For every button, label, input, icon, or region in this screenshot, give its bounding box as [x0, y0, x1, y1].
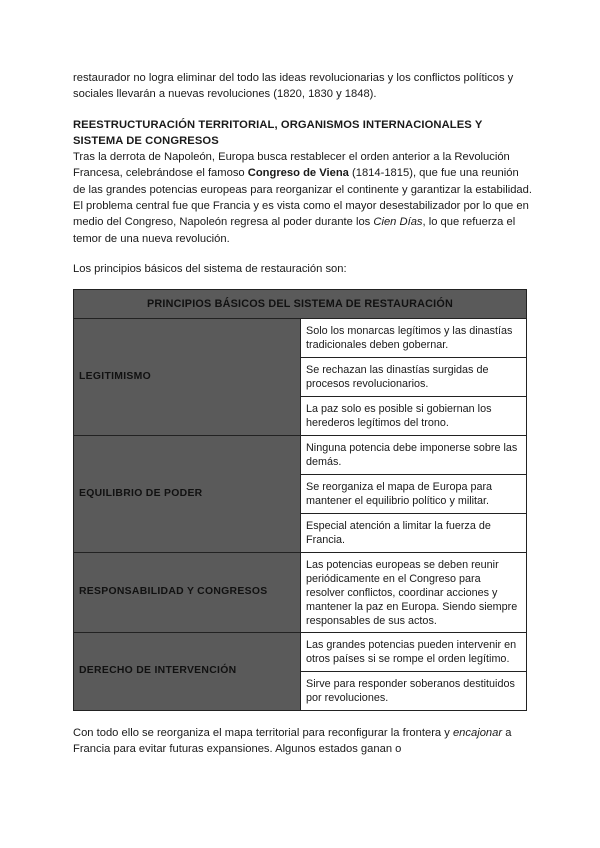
encajonar: encajonar [452, 726, 503, 739]
congress-text-c: , lo que refuerza el temor de una nueva revolución. [73, 216, 516, 245]
table-header-row [74, 289, 527, 318]
table-cell: Sirve para responder soberanos destituidos por revoluciones. [301, 671, 527, 710]
category-responsabilidad: RESPONSABILIDAD Y CONGRESOS [74, 552, 301, 632]
category-equilibrio: EQUILIBRIO DE PODER [74, 435, 301, 552]
cien-dias: Cien Días [373, 216, 423, 229]
table-row [74, 632, 527, 671]
table-header: PRINCIPIOS BÁSICOS DEL SISTEMA DE RESTAURACIÓN [74, 289, 527, 318]
closing-text-b: a Francia para evitar futuras expansiones. Algunos estados ganan o [73, 726, 512, 756]
intro-paragraph: restaurador no logra eliminar del todo las ideas revolucionarias y los conflictos políticos y sociales llevarán a nuevas revoluciones (1820, 1830 y 1848). [73, 72, 514, 101]
table-row [74, 318, 527, 357]
table-row [74, 435, 527, 474]
table-cell: Especial atención a limitar la fuerza de Francia. [301, 513, 527, 552]
congress-name: Congreso de Viena [247, 167, 349, 180]
table-row [74, 552, 527, 632]
principles-lead: Los principios básicos del sistema de restauración son: [73, 263, 347, 276]
closing-text-a: Con todo ello se reorganiza el mapa territorial para reconfigurar la frontera y [73, 726, 453, 739]
table-cell: Se rechazan las dinastías surgidas de procesos revolucionarios. [301, 357, 527, 396]
congress-paragraph [73, 149, 533, 247]
section-heading: REESTRUCTURACIÓN TERRITORIAL, ORGANISMOS INTERNACIONALES Y SISTEMA DE CONGRESOS [73, 118, 483, 147]
table-cell: Solo los monarcas legítimos y las dinastías tradicionales deben gobernar. [301, 318, 527, 357]
category-legitimismo: LEGITIMISMO [74, 318, 301, 435]
table-cell: Se reorganiza el mapa de Europa para mantener el equilibrio político y militar. [301, 474, 527, 513]
table-cell: Las potencias europeas se deben reunir periódicamente en el Congreso para resolver conflictos, coordinar acciones y mantener la paz en Europa. Siendo siempre responsables de sus actos. [301, 552, 527, 632]
document-page [73, 70, 533, 757]
table-cell: Las grandes potencias pueden intervenir en otros países si se rompe el orden legítimo. [301, 632, 527, 671]
principles-table [73, 289, 527, 711]
table-cell: La paz solo es posible si gobiernan los herederos legítimos del trono. [301, 396, 527, 435]
closing-paragraph [73, 725, 533, 758]
category-intervencion: DERECHO DE INTERVENCIÓN [74, 632, 301, 710]
congress-text-b: (1814-1815), que fue una reunión de las grandes potencias europeas para reorganizar el continente y garantizar la estabilidad. El problema central fue que Francia y es vista como el mayor desestabilizador por lo que en medio del Congreso, Napoleón regresa al poder durante los [73, 167, 532, 229]
congress-text-a: Tras la derrota de Napoleón, Europa busca restablecer el orden anterior a la Revolución Francesa, celebrándose el famoso [73, 150, 510, 180]
table-cell: Ninguna potencia debe imponerse sobre las demás. [301, 435, 527, 474]
